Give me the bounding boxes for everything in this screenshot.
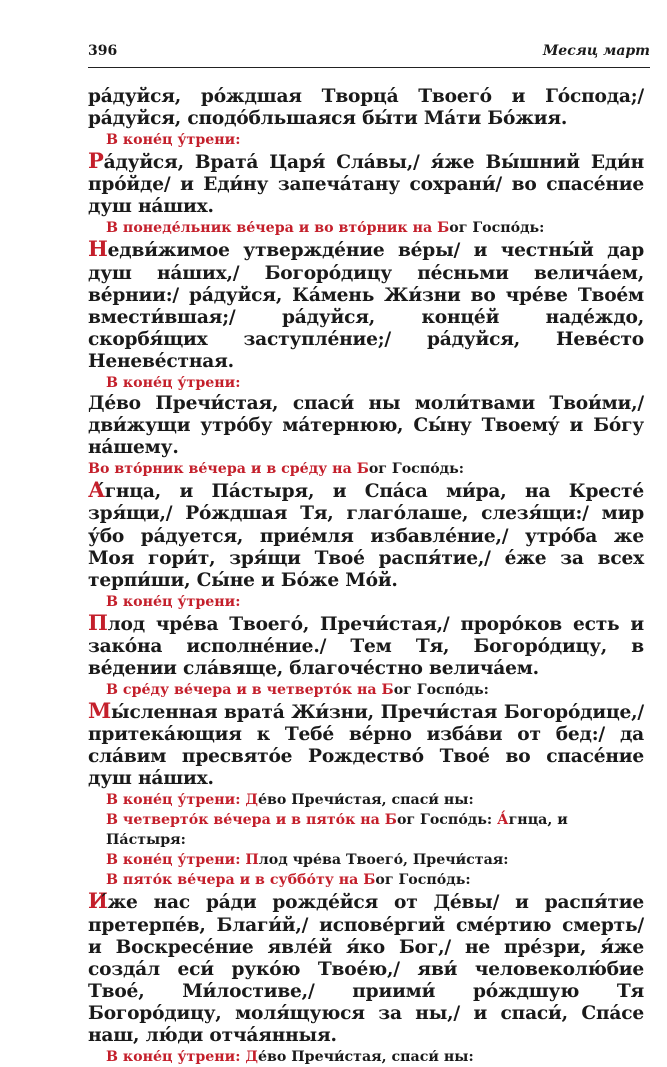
rubric-friday: В пято́к ве́чера и в суббо́ту на Бог Госпо́дь: [106, 872, 471, 889]
hymn-text: Мы́сленная врата́ Жи́зни, Пречи́стая Богоро́дице,/ притека́ющия к Тебе́ ве́рно изба́ви от бед:/ да сла́вим пресвято́е Рождество́ Твое́ во спасе́ние душ на́ших. [88, 698, 644, 790]
page-number: 396 [88, 43, 118, 59]
rubric-matins-end: В коне́ц у́трени: [106, 132, 241, 149]
hymn-text: Ра́дуйся, Врата́ Царя́ Сла́вы,/ я́же Вы́шний Еди́н про́йде/ и Еди́ну запеча́тану сохрани́/ во спасе́ние душ на́ших. [88, 148, 644, 218]
hymn-text: ра́дуйся, ро́ждшая Творца́ Твоего́ и Го́спода;/ ра́дуйся, сподо́бльшаяся бы́ти Ма́ти Бо́жия. [88, 86, 644, 130]
hymn-text: Де́во Пречи́стая, спаси́ ны моли́твами Твои́ми,/ дви́жущи утро́бу ма́тернюю, Сы́ну Твоему́ и Бо́гу на́шему. [88, 393, 644, 459]
hymn-text: А́гнца, и Па́стыря, и Спа́са ми́ра, на Кресте́ зря́щи,/ Ро́ждшая Тя, глаго́лаше, слезя́щи:/ мир у́бо ра́дуется, прие́мля избавле́ние,/ утро́ба же Моя гори́т, зря́щи Твое́ распя́тие,/ е́же за всех терпи́ши, Сы́не и Бо́же Мо́й. [88, 477, 644, 591]
initial-letter: Р [88, 148, 104, 174]
header-rule [88, 67, 650, 68]
initial-letter: И [88, 888, 108, 914]
initial-letter: М [88, 698, 112, 724]
hymn-text: Недви́жимое утвержде́ние ве́ры/ и честны́й дар душ на́ших,/ Богоро́дицу пе́сньми велича́ем, ве́рнии:/ ра́дуйся, Ка́мень Жи́зни во чре́ве Твое́м вмести́вшая;/ ра́дуйся, конце́й наде́ждо, скорбя́щих заступле́ние;/ ра́дуйся, Неве́сто Неневе́стная. [88, 236, 644, 372]
rubric-matins-end: В коне́ц у́трени: Де́во Пречи́стая, спаси́ ны: [106, 792, 474, 809]
rubric-matins-end: В коне́ц у́трени: Де́во Пречи́стая, спаси́ ны: [106, 1049, 474, 1066]
initial-letter: П [88, 609, 108, 635]
rubric-matins-end: В коне́ц у́трени: [106, 375, 241, 392]
rubric-thursday: В четверто́к ве́чера и в пято́к на Бог Госпо́дь: А́гнца, и Па́стыря: [106, 812, 568, 849]
hymn-text: Плод чре́ва Твоего́, Пречи́стая,/ проро́ков есть и зако́на исполне́ние./ Тем Тя, Богоро́дицу, в ве́дении сла́вяще, благоче́стно велича́ем. [88, 609, 644, 679]
initial-letter: А [88, 477, 105, 503]
hymn-text: И́же нас ра́ди рожде́йся от Де́вы/ и распя́тие претерпе́в, Благи́й,/ испове́ргий сме́ртию смерть/ и Воскресе́ние явле́й я́ко Бог,/ не пре́зри, я́же созда́л еси́ руко́ю Твое́ю,/ яви́ человеколю́бие Твое́, Ми́лостиве,/ приими́ ро́ждшую Тя Богоро́дицу, моля́щуюся за ны,/ и спаси́, Спа́се наш, лю́ди отча́янныя. [88, 888, 644, 1046]
rubric-monday: В понеде́льник ве́чера и во вто́рник на Бог Госпо́дь: [106, 220, 545, 237]
rubric-matins-end: В коне́ц у́трени: Плод чре́ва Твоего́, Пречи́стая: [106, 852, 509, 869]
rubric-wednesday: В сре́ду ве́чера и в четверто́к на Бог Госпо́дь: [106, 682, 489, 699]
rubric-tuesday: Во вто́рник ве́чера и в сре́ду на Бог Госпо́дь: [88, 461, 464, 478]
page-body [88, 86, 644, 1067]
running-title: Месяц март [542, 43, 650, 59]
rubric-matins-end: В коне́ц у́трени: [106, 593, 241, 610]
page-header [88, 43, 650, 65]
initial-letter: Н [88, 236, 108, 262]
